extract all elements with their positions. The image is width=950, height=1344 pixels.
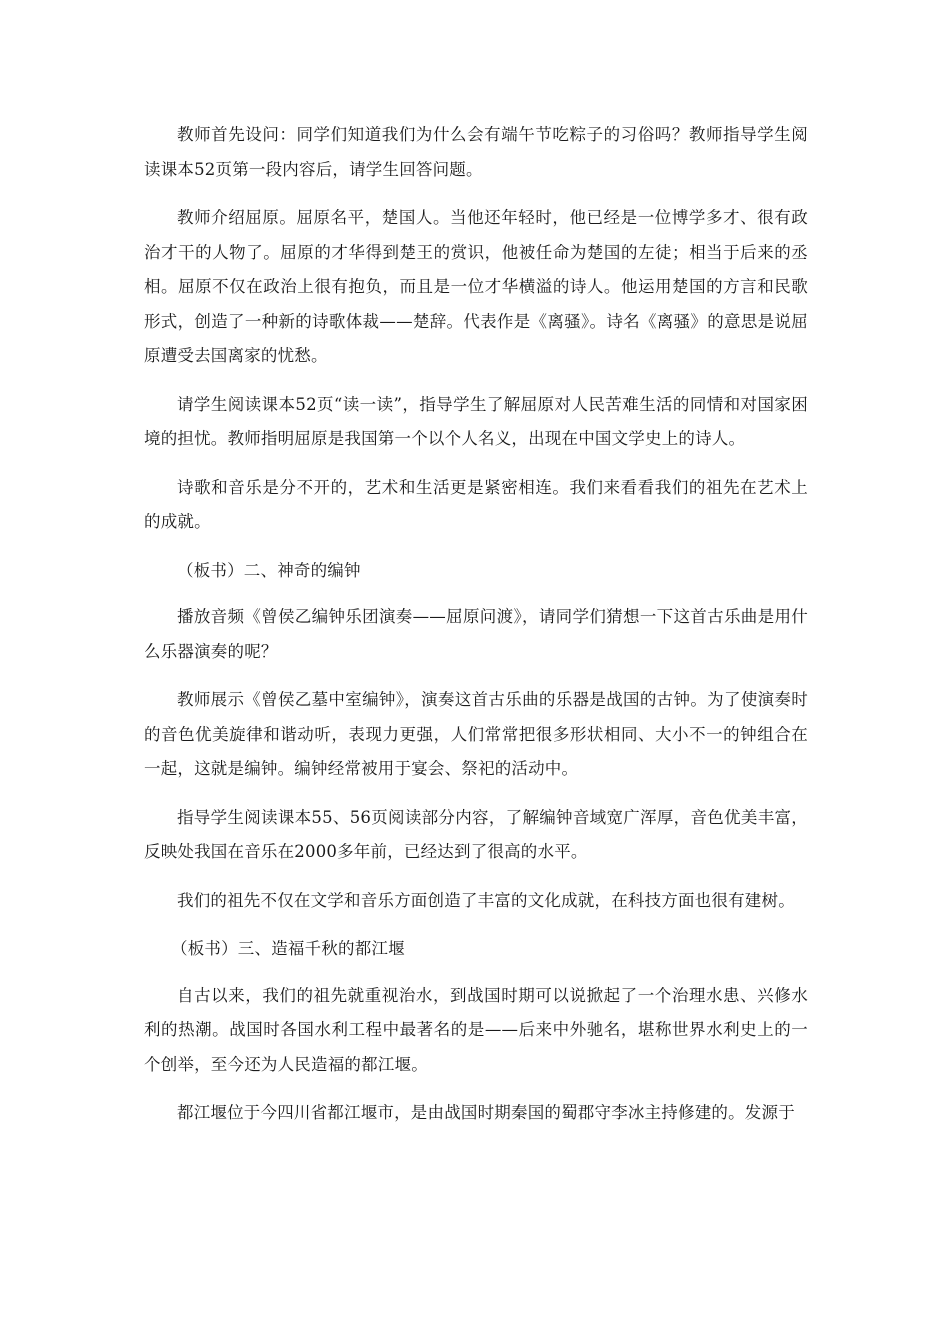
paragraph-science-transition: 我们的祖先不仅在文学和音乐方面创造了丰富的文化成就，在科技方面也很有建树。 [177, 890, 795, 910]
paragraph-play-audio: 播放音频《曾侯乙编钟乐团演奏——屈原问渡》，请同学们猜想一下这首古乐曲是用什么乐器演奏的呢？ [144, 607, 808, 661]
document-page [144, 118, 808, 1145]
paragraph-show-bianzhong: 教师展示《曾侯乙墓中室编钟》，演奏这首古乐曲的乐器是战国的古钟。为了使演奏时的音色优美旋律和谐动听，表现力更强，人们常常把很多形状相同、大小不一的钟组合在一起，这就是编钟。编钟经常被用于宴会、祭祀的活动中。 [144, 690, 808, 778]
paragraph-dujiangyan-location: 都江堰位于今四川省都江堰市，是由战国时期秦国的蜀郡守李冰主持修建的。发源于 [177, 1103, 795, 1122]
section-heading-bianzhong: （板书）二、神奇的编钟 [177, 560, 361, 580]
paragraph-poetry-music: 诗歌和音乐是分不开的，艺术和生活更是紧密相连。我们来看看我们的祖先在艺术上的成就。 [144, 477, 808, 531]
paragraph-water-control: 自古以来，我们的祖先就重视治水，到战国时期可以说掀起了一个治理水患、兴修水利的热潮。战国时各国水利工程中最著名的是——后来中外驰名，堪称世界水利史上的一个创举，至今还为人民造福的都江堰。 [144, 985, 808, 1074]
paragraph-read-textbook: 请学生阅读课本52页“读一读”，指导学生了解屈原对人民苦难生活的同情和对国家困境的担忧。教师指明屈原是我国第一个以个人名义，出现在中国文学史上的诗人。 [144, 394, 808, 448]
section-heading-dujiangyan: （板书）三、造福千秋的都江堰 [171, 939, 405, 958]
paragraph-bianzhong-reading: 指导学生阅读课本55、56页阅读部分内容，了解编钟音域宽广浑厚，音色优美丰富，反映处我国在音乐在2000多年前，已经达到了很高的水平。 [144, 807, 808, 861]
paragraph-intro-question: 教师首先设问：同学们知道我们为什么会有端午节吃粽子的习俗吗？教师指导学生阅读课本52页第一段内容后，请学生回答问题。 [144, 125, 808, 179]
paragraph-qu-yuan-intro: 教师介绍屈原。屈原名平，楚国人。当他还年轻时，他已经是一位博学多才、很有政治才干的人物了。屈原的才华得到楚王的赏识，他被任命为楚国的左徒；相当于后来的丞相。屈原不仅在政治上很有抱负，而且是一位才华横溢的诗人。他运用楚国的方言和民歌形式，创造了一种新的诗歌体裁——楚辞。代表作是《离骚》。诗名《离骚》的意思是说屈原遭受去国离家的忧愁。 [144, 208, 808, 365]
